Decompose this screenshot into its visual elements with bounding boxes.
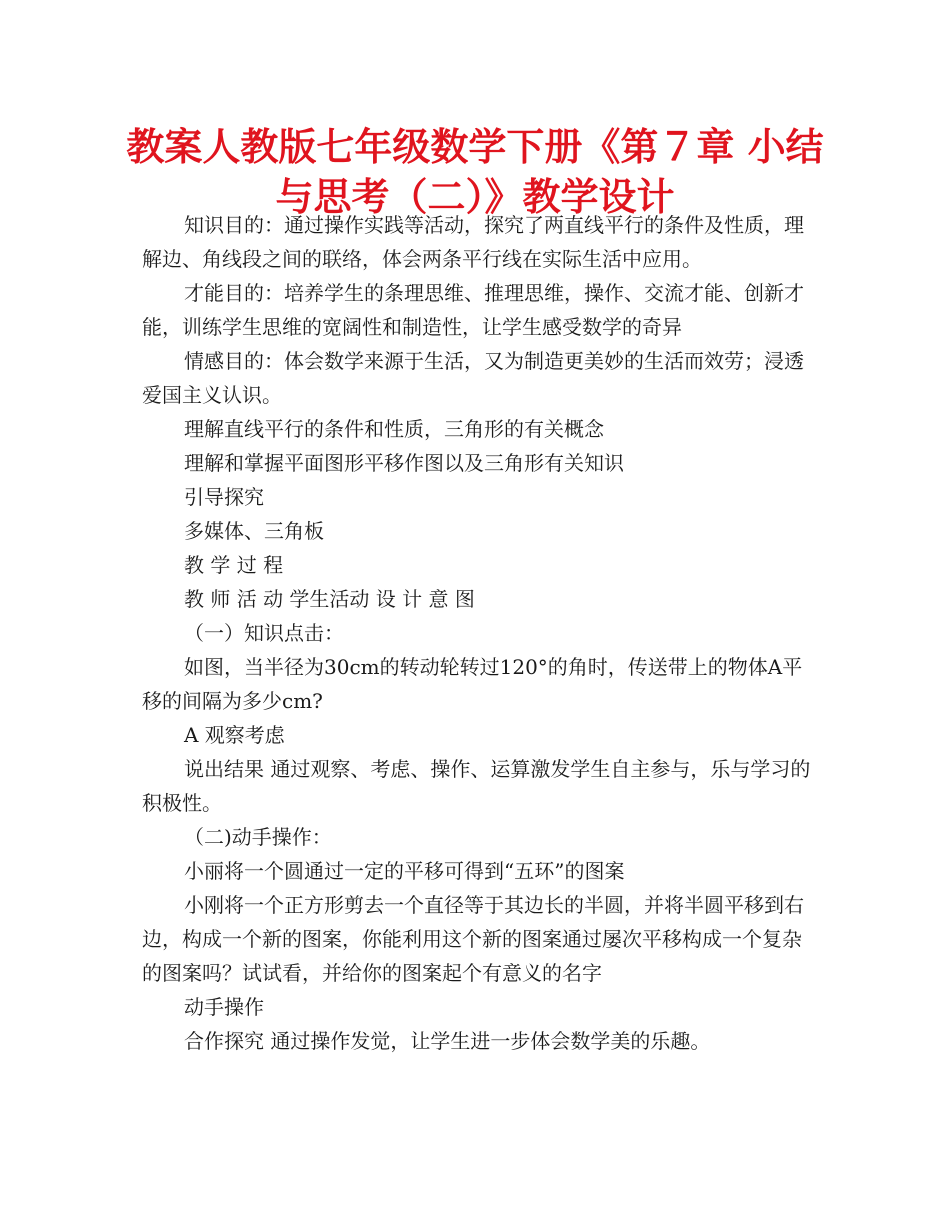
paragraph-hands-on: 动手操作 xyxy=(184,995,264,1019)
paragraph-method: 引导探究 xyxy=(184,485,264,509)
paragraph-section-1-heading: （一）知识点击： xyxy=(184,621,344,645)
paragraph-table-header: 教 师 活 动 学生活动 设 计 意 图 xyxy=(184,587,475,611)
paragraph-knowledge-goal: 知识目的：通过操作实践等活动，探究了两直线平行的条件及性质，理解边、角线段之间的联络，体会两条平行线在实际生活中应用。 xyxy=(142,213,804,271)
paragraph-result: 说出结果 通过观察、考虑、操作、运算激发学生自主参与，乐与学习的积极性。 xyxy=(142,757,811,815)
paragraph-difficulties: 理解和掌握平面图形平移作图以及三角形有关知识 xyxy=(184,451,624,475)
paragraph-five-rings: 小丽将一个圆通过一定的平移可得到“五环”的图案 xyxy=(184,859,625,883)
title-line-1: 教案人教版七年级数学下册《第７章 小结 xyxy=(126,125,824,169)
paragraph-tools: 多媒体、三角板 xyxy=(184,519,324,543)
paragraph-emotion-goal: 情感目的：体会数学来源于生活，又为制造更美妙的生活而效劳；浸透爱国主义认识。 xyxy=(142,349,804,407)
paragraph-observe: A 观察考虑 xyxy=(184,723,285,747)
paragraph-question: 如图，当半径为30cm的转动轮转过120°的角时，传送带上的物体A平移的间隔为多少cm? xyxy=(142,655,803,713)
paragraph-square-task: 小刚将一个正方形剪去一个直径等于其边长的半圆，并将半圆平移到右边，构成一个新的图案，你能利用这个新的图案通过屡次平移构成一个复杂的图案吗？试试看，并给你的图案起个有意义的名字 xyxy=(142,893,804,985)
paragraph-process-heading: 教 学 过 程 xyxy=(184,553,284,577)
paragraph-cooperation: 合作探究 通过操作发觉，让学生进一步体会数学美的乐趣。 xyxy=(184,1029,711,1053)
document-title xyxy=(100,122,850,222)
paragraph-ability-goal: 才能目的：培养学生的条理思维、推理思维，操作、交流才能、创新才能，训练学生思维的宽阔性和制造性，让学生感受数学的奇异 xyxy=(142,281,804,339)
title-line-2: 与思考（二）》教学设计 xyxy=(275,175,675,219)
document-body xyxy=(142,208,812,1058)
paragraph-key-points: 理解直线平行的条件和性质，三角形的有关概念 xyxy=(184,417,604,441)
paragraph-section-2-heading: （二)动手操作： xyxy=(184,825,332,849)
